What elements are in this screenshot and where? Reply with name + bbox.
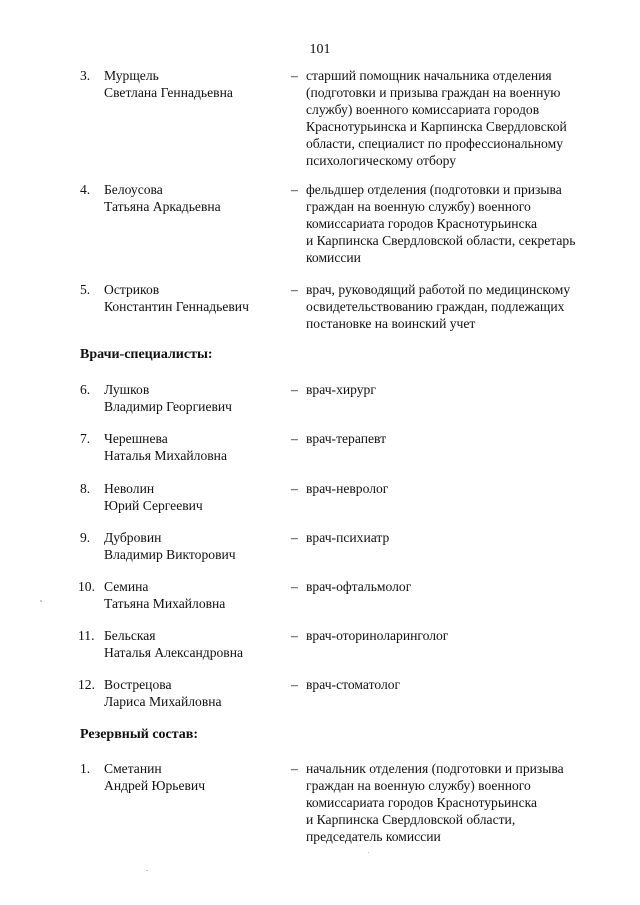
surname: Остриков	[104, 282, 160, 297]
given-names: Владимир Георгиевич	[104, 399, 233, 414]
member-role	[306, 578, 606, 595]
dash: –	[291, 431, 298, 446]
given-names: Лариса Михайловна	[104, 694, 222, 709]
member-role	[306, 430, 606, 447]
role-line: врач-невролог	[306, 481, 389, 496]
role-line: старший помощник начальника отделения	[306, 68, 552, 83]
member-role	[306, 760, 606, 845]
page-number: 101	[309, 42, 331, 57]
role-line: врач-психиатр	[306, 530, 390, 545]
member-name	[104, 676, 284, 710]
scan-speck	[368, 852, 369, 853]
member-name	[104, 760, 284, 794]
given-names: Константин Геннадьевич	[104, 299, 249, 314]
dash: –	[291, 579, 298, 594]
entry-number: 6.	[80, 382, 91, 397]
role-line: фельдшер отделения (подготовки и призыва	[306, 182, 562, 197]
member-role	[306, 480, 606, 497]
surname: Дубровин	[104, 530, 162, 545]
dash: –	[291, 628, 298, 643]
member-role	[306, 676, 606, 693]
surname: Семина	[104, 579, 149, 594]
role-line: врач-терапевт	[306, 431, 387, 446]
entry-number: 5.	[80, 282, 91, 297]
member-name	[104, 430, 284, 464]
role-line: врач-хирург	[306, 382, 376, 397]
member-role	[306, 627, 606, 644]
role-line: граждан на военную службу) военного	[306, 778, 531, 793]
surname: Бельская	[104, 628, 156, 643]
dash: –	[291, 68, 298, 83]
role-line: и Карпинска Свердловской области, секретарь	[306, 233, 576, 248]
role-line: комиссариата городов Краснотурьинска	[306, 795, 538, 810]
role-line: начальник отделения (подготовки и призыва	[306, 761, 564, 776]
given-names: Владимир Викторович	[104, 547, 236, 562]
scan-speck	[146, 870, 148, 871]
member-role	[306, 67, 606, 169]
member-name	[104, 480, 284, 514]
given-names: Татьяна Аркадьевна	[104, 199, 221, 214]
member-name	[104, 67, 284, 101]
member-name	[104, 281, 284, 315]
dash: –	[291, 761, 298, 776]
surname: Вострецова	[104, 677, 172, 692]
role-line: (подготовки и призыва граждан на военную	[306, 85, 561, 100]
entry-number: 9.	[80, 530, 91, 545]
role-line: службу) военного комиссариата городов	[306, 102, 540, 117]
role-line: председатель комиссии	[306, 829, 441, 844]
given-names: Светлана Геннадьевна	[104, 85, 233, 100]
dash: –	[291, 481, 298, 496]
entry-number: 12.	[78, 677, 95, 692]
member-role	[306, 281, 606, 332]
given-names: Наталья Михайловна	[104, 448, 227, 463]
member-role	[306, 381, 606, 398]
given-names: Татьяна Михайловна	[104, 596, 226, 611]
surname: Мурщель	[104, 68, 159, 83]
surname: Сметанин	[104, 761, 162, 776]
surname: Черешнева	[104, 431, 168, 446]
member-name	[104, 181, 284, 215]
surname: Белоусова	[104, 182, 163, 197]
member-role	[306, 529, 606, 546]
role-line: постановке на воинский учет	[306, 316, 476, 331]
surname: Неволин	[104, 481, 155, 496]
role-line: врач, руководящий работой по медицинскому	[306, 282, 571, 297]
member-name	[104, 627, 284, 661]
reserve-heading: Резервный состав:	[80, 727, 199, 742]
role-line: психологическому отбору	[306, 153, 457, 168]
given-names: Юрий Сергеевич	[104, 498, 203, 513]
entry-number: 7.	[80, 431, 91, 446]
entry-number: 4.	[80, 182, 91, 197]
role-line: врач-стоматолог	[306, 677, 401, 692]
surname: Лушков	[104, 382, 150, 397]
member-name	[104, 529, 284, 563]
role-line: комиссариата городов Краснотурьинска	[306, 216, 538, 231]
role-line: и Карпинска Свердловской области,	[306, 812, 516, 827]
entry-number: 10.	[78, 579, 95, 594]
member-role	[306, 181, 606, 266]
role-line: освидетельствованию граждан, подлежащих	[306, 299, 565, 314]
entry-number: 3.	[80, 68, 91, 83]
role-line: врач-офтальмолог	[306, 579, 412, 594]
scan-speck	[40, 600, 42, 602]
given-names: Андрей Юрьевич	[104, 778, 206, 793]
role-line: врач-оториноларинголог	[306, 628, 449, 643]
specialists-heading: Врачи-специалисты:	[80, 347, 213, 362]
dash: –	[291, 382, 298, 397]
role-line: Краснотурьинска и Карпинска Свердловской	[306, 119, 567, 134]
member-name	[104, 381, 284, 415]
dash: –	[291, 530, 298, 545]
dash: –	[291, 182, 298, 197]
dash: –	[291, 282, 298, 297]
entry-number: 8.	[80, 481, 91, 496]
dash: –	[291, 677, 298, 692]
member-name	[104, 578, 284, 612]
given-names: Наталья Александровна	[104, 645, 244, 660]
role-line: комиссии	[306, 250, 361, 265]
entry-number: 11.	[78, 628, 95, 643]
role-line: граждан на военную службу) военного	[306, 199, 531, 214]
entry-number: 1.	[80, 761, 91, 776]
role-line: области, специалист по профессиональному	[306, 136, 563, 151]
